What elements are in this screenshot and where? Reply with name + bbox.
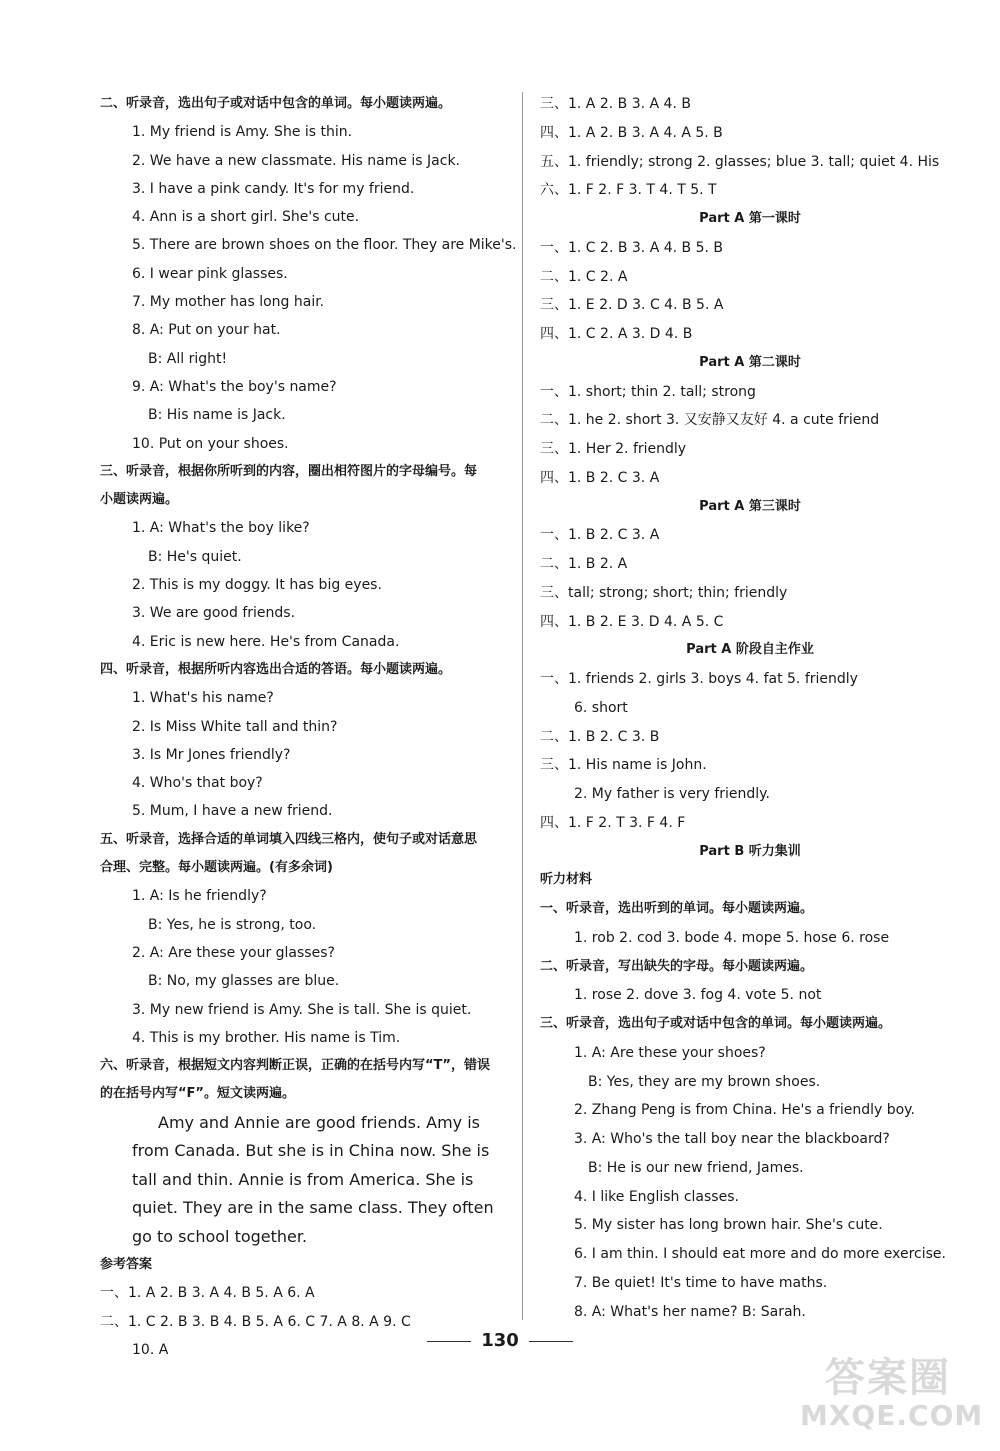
left-line-17: B: He's quiet.: [148, 548, 242, 565]
left-line-40: 二、1. C 2. B 3. B 4. B 5. A 6. C 7. A 8. A 9. C: [100, 1313, 411, 1330]
left-line-24: 3. Is Mr Jones friendly?: [132, 746, 291, 763]
page-number-text: 130: [481, 1330, 519, 1351]
left-line-15: 小题读两遍。: [100, 492, 179, 508]
right-line-13: 三、1. Her 2. friendly: [540, 441, 687, 457]
left-line-13: 10. Put on your shoes.: [132, 435, 289, 452]
right-line-29: 一、听录音，选出听到的单词。每小题读两遍。: [540, 901, 814, 916]
left-line-8: 7. My mother has long hair.: [132, 294, 325, 311]
left-line-31: 2. A: Are these your glasses?: [132, 944, 335, 961]
right-line-40: 5. My sister has long brown hair. She's cute.: [574, 1217, 883, 1234]
right-line-35: B: Yes, they are my brown shoes.: [588, 1073, 821, 1090]
right-line-1: 三、1. A 2. B 3. A 4. B: [540, 96, 691, 112]
right-column: [540, 90, 960, 1326]
left-line-10: B: All right!: [148, 350, 228, 367]
left-line-22: 1. What's his name?: [132, 690, 274, 707]
right-line-2: 四、1. A 2. B 3. A 4. A 5. B: [540, 124, 723, 141]
left-line-26: 5. Mum, I have a new friend.: [132, 803, 333, 820]
right-line-15: Part A 第三课时: [699, 498, 801, 514]
left-line-7: 6. I wear pink glasses.: [132, 265, 288, 282]
left-line-34: 4. This is my brother. His name is Tim.: [132, 1029, 401, 1046]
left-line-33: 3. My new friend is Amy. She is tall. She is quiet.: [132, 1001, 472, 1018]
right-line-39: 4. I like English classes.: [574, 1188, 739, 1205]
right-line-43: 8. A: What's her name? B: Sarah.: [574, 1303, 806, 1320]
left-line-18: 2. This is my doggy. It has big eyes.: [132, 577, 382, 594]
left-line-30: B: Yes, he is strong, too.: [148, 916, 317, 933]
left-line-2: 1. My friend is Amy. She is thin.: [132, 124, 353, 141]
page-number-rule-left: [427, 1341, 471, 1342]
right-line-42: 7. Be quiet! It's time to have maths.: [574, 1274, 828, 1291]
watermark-top: 答案圈: [825, 1355, 951, 1401]
right-line-23: 二、1. B 2. C 3. B: [540, 728, 660, 745]
right-line-30: 1. rob 2. cod 3. bode 4. mope 5. hose 6. rose: [574, 929, 890, 946]
left-line-39: 一、1. A 2. B 3. A 4. B 5. A 6. A: [100, 1285, 315, 1302]
right-line-32: 1. rose 2. dove 3. fog 4. vote 5. not: [574, 987, 822, 1004]
right-line-16: 一、1. B 2. C 3. A: [540, 527, 660, 544]
right-line-33: 三、听录音，选出句子或对话中包含的单词。每小题读两遍。: [540, 1016, 892, 1031]
right-line-20: Part A 阶段自主作业: [686, 642, 814, 658]
right-line-14: 四、1. B 2. C 3. A: [540, 469, 660, 486]
left-line-38: 参考答案: [100, 1257, 153, 1273]
left-line-1: 二、听录音，选出句子或对话中包含的单词。每小题读两遍。: [100, 96, 452, 111]
right-line-9: 四、1. C 2. A 3. D 4. B: [540, 326, 693, 342]
page-number-rule-right: [529, 1341, 573, 1342]
left-line-6: 5. There are brown shoes on the floor. They are Mike's.: [132, 237, 517, 254]
left-line-16: 1. A: What's the boy like?: [132, 520, 310, 537]
right-line-5: Part A 第一课时: [699, 211, 801, 226]
right-line-8: 三、1. E 2. D 3. C 4. B 5. A: [540, 297, 724, 314]
left-line-35: 六、听录音，根据短文内容判断正误，正确的在括号内写“T”，错误: [100, 1058, 490, 1074]
left-line-21: 四、听录音，根据所听内容选出合适的答语。每小题读两遍。: [100, 661, 452, 677]
left-line-41: 10. A: [132, 1342, 169, 1359]
right-line-17: 二、1. B 2. A: [540, 556, 628, 572]
right-line-18: 三、tall; strong; short; thin; friendly: [540, 584, 788, 601]
left-line-27: 五、听录音，选择合适的单词填入四线三格内，使句子或对话意思: [100, 831, 478, 847]
right-line-12: 二、1. he 2. short 3. 又安静又友好 4. a cute friend: [540, 412, 880, 429]
right-line-36: 2. Zhang Peng is from China. He's a friendly boy.: [574, 1102, 915, 1119]
right-line-24: 三、1. His name is John.: [540, 757, 707, 774]
right-line-11: 一、1. short; thin 2. tall; strong: [540, 383, 756, 400]
right-line-3: 五、1. friendly; strong 2. glasses; blue 3. tall; quiet 4. His: [540, 153, 940, 170]
right-line-4: 六、1. F 2. F 3. T 4. T 5. T: [540, 182, 717, 199]
right-line-34: 1. A: Are these your shoes?: [574, 1044, 766, 1061]
left-line-11: 9. A: What's the boy's name?: [132, 378, 337, 395]
left-line-19: 3. We are good friends.: [132, 605, 296, 622]
right-line-38: B: He is our new friend, James.: [588, 1159, 804, 1176]
left-line-23: 2. Is Miss White tall and thin?: [132, 718, 338, 735]
right-line-31: 二、听录音，写出缺失的字母。每小题读两遍。: [540, 958, 814, 974]
left-line-9: 8. A: Put on your hat.: [132, 322, 281, 339]
left-line-37: Amy and Annie are good friends. Amy is from Canada. But she is in China now. She is tall and thin. Annie is from America. She is quiet. They are in the same class. They often go to school together.: [132, 1112, 494, 1246]
left-line-28: 合理、完整。每小题读两遍。(有多余词): [100, 860, 333, 876]
watermark-logo: [800, 1355, 984, 1439]
right-line-27: Part B 听力集训: [699, 843, 801, 859]
right-line-28: 听力材料: [540, 872, 593, 888]
right-line-21: 一、1. friends 2. girls 3. boys 4. fat 5. friendly: [540, 671, 858, 687]
left-line-5: 4. Ann is a short girl. She's cute.: [132, 209, 360, 226]
right-line-37: 3. A: Who's the tall boy near the blackboard?: [574, 1131, 890, 1147]
right-line-6: 一、1. C 2. B 3. A 4. B 5. B: [540, 239, 724, 256]
right-line-10: Part A 第二课时: [699, 354, 801, 370]
left-line-32: B: No, my glasses are blue.: [148, 973, 340, 990]
left-line-12: B: His name is Jack.: [148, 407, 286, 424]
left-line-29: 1. A: Is he friendly?: [132, 888, 267, 905]
left-line-14: 三、听录音，根据你所听到的内容，圈出相符图片的字母编号。每: [100, 463, 478, 479]
left-line-25: 4. Who's that boy?: [132, 775, 263, 792]
right-line-7: 二、1. C 2. A: [540, 268, 628, 285]
left-line-20: 4. Eric is new here. He's from Canada.: [132, 633, 400, 650]
left-line-36: 的在括号内写“F”。短文读两遍。: [100, 1086, 295, 1102]
right-line-26: 四、1. F 2. T 3. F 4. F: [540, 814, 686, 831]
right-line-41: 6. I am thin. I should eat more and do more exercise.: [574, 1246, 946, 1262]
watermark-bottom: MXQE.COM: [800, 1399, 984, 1432]
page-number: [0, 1330, 1000, 1351]
left-line-4: 3. I have a pink candy. It's for my friend.: [132, 180, 415, 197]
right-line-25: 2. My father is very friendly.: [574, 786, 770, 802]
left-line-3: 2. We have a new classmate. His name is Jack.: [132, 152, 460, 169]
left-column: [100, 90, 517, 1364]
column-divider: [522, 92, 523, 1320]
right-line-22: 6. short: [574, 699, 628, 716]
right-line-19: 四、1. B 2. E 3. D 4. A 5. C: [540, 613, 724, 630]
